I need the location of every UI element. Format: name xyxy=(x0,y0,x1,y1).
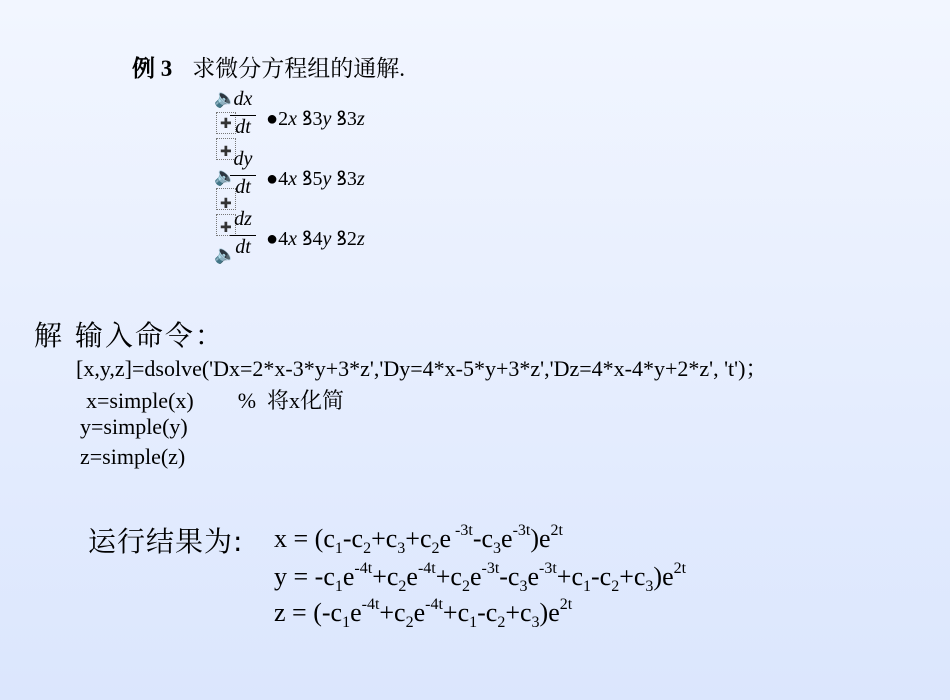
speaker-icon: 🔈 xyxy=(214,88,237,109)
example-label: 例 3 xyxy=(132,56,173,81)
code-line-dsolve: [x,y,z]=dsolve('Dx=2*x-3*y+3*z','Dy=4*x-5*y+3*z','Dz=4*x-4*y+2*z', 't')； xyxy=(76,356,768,381)
fraction-numerator: dy xyxy=(233,148,253,170)
fraction-denominator: dt xyxy=(235,236,251,258)
fraction-denominator: dt xyxy=(235,116,251,138)
equation-rhs: ●4x ꝸ4y ꝸ2z xyxy=(266,228,365,250)
plus-icon: ✚ xyxy=(220,196,232,212)
speaker-icon: 🔈 xyxy=(214,244,237,265)
equation-row xyxy=(214,88,434,148)
plus-icon: ✚ xyxy=(220,220,232,236)
example-title xyxy=(132,50,405,83)
fraction-numerator: dz xyxy=(234,208,252,230)
plus-icon: ✚ xyxy=(220,116,232,132)
fraction-denominator: dt xyxy=(235,176,251,198)
plus-icon: ✚ xyxy=(220,144,232,160)
equation-row xyxy=(214,208,434,268)
equation-row xyxy=(214,148,434,208)
result-z: $z = (-c_1e^{-4t}+c_2e^{-4t}+c_1-c_2+c_3)e^{2t}$ xyxy=(274,596,573,631)
code-line-simple-y: y=simple(y) xyxy=(80,414,188,439)
result-y: $y = -c_1e^{-4t}+c_2e^{-4t}+c_2e^{-3t}-c_3e^{-3t}+c_1-c_2+c_3)e^{2t}$ xyxy=(274,560,687,595)
example-text: 求微分方程组的通解. xyxy=(192,56,405,81)
code-line-simple-x: x=simple(x) % 将x化简 xyxy=(86,388,345,413)
equation-rhs: ●4x ꝸ5y ꝸ3z xyxy=(266,168,365,190)
solution-heading: 解 输入命令： xyxy=(34,319,225,352)
code-line-simple-z: z=simple(z) xyxy=(80,444,186,469)
equation-rhs: ●2x ꝸ3y ꝸ3z xyxy=(266,108,365,130)
fraction-numerator: dx xyxy=(233,88,253,110)
speaker-icon: 🔈 xyxy=(214,166,237,187)
result-label: 运行结果为: xyxy=(88,525,244,558)
result-x: $x = (c_1-c_2+c_3+c_2e$ $^{-3t}-c_3e^{-3t})e^{2t}$ xyxy=(274,522,563,557)
